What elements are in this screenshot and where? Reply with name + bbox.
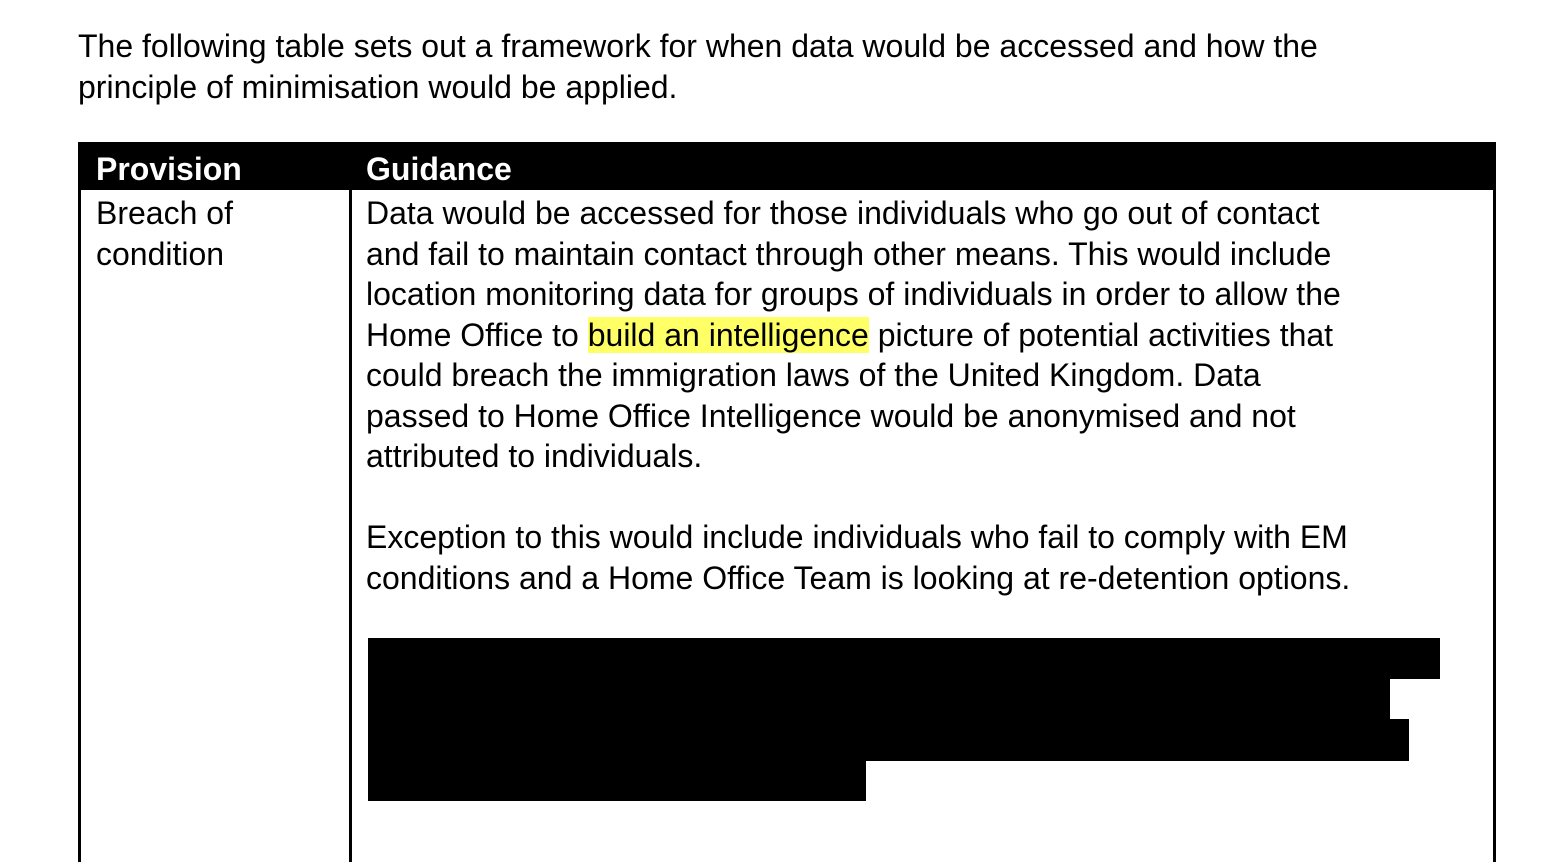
guidance-cell: [366, 193, 1476, 598]
provision-line: Breach of: [96, 195, 233, 231]
intro-line: principle of minimisation would be applied.: [78, 69, 678, 105]
provision-line: condition: [96, 235, 225, 272]
line-text-before: Home Office to: [366, 316, 588, 353]
table-header-row: [81, 145, 1493, 190]
highlighted-text: build an intelligence: [587, 316, 869, 353]
guidance-paragraph-2: [366, 517, 1476, 598]
column-divider: [349, 190, 352, 862]
provision-cell: [96, 193, 336, 274]
guidance-line: conditions and a Home Office Team is looking at re-detention options.: [366, 559, 1351, 596]
guidance-paragraph-1: [366, 193, 1476, 477]
guidance-line: and fail to maintain contact through other means. This would include: [366, 235, 1332, 272]
header-guidance: Guidance: [366, 151, 512, 187]
redaction-block: [368, 760, 866, 801]
line-text-after: picture of potential activities that: [868, 316, 1334, 353]
redaction-block: [368, 638, 1440, 679]
guidance-line: Data would be accessed for those individuals who go out of contact: [366, 195, 1320, 231]
redaction-block: [368, 678, 1390, 720]
framework-table: [78, 142, 1496, 862]
guidance-line: could breach the immigration laws of the United Kingdom. Data: [366, 357, 1261, 393]
guidance-line: Exception to this would include individuals who fail to comply with EM: [366, 519, 1348, 555]
guidance-line: passed to Home Office Intelligence would be anonymised and not: [366, 397, 1296, 434]
guidance-line: location monitoring data for groups of individuals in order to allow the: [366, 276, 1341, 312]
intro-line: The following table sets out a framework for when data would be accessed and how the: [78, 28, 1318, 64]
redaction-block: [368, 719, 1409, 761]
guidance-line-highlighted: [366, 315, 1476, 356]
intro-paragraph: [78, 26, 1498, 108]
header-provision: Provision: [96, 151, 242, 187]
guidance-line: attributed to individuals.: [366, 438, 703, 474]
